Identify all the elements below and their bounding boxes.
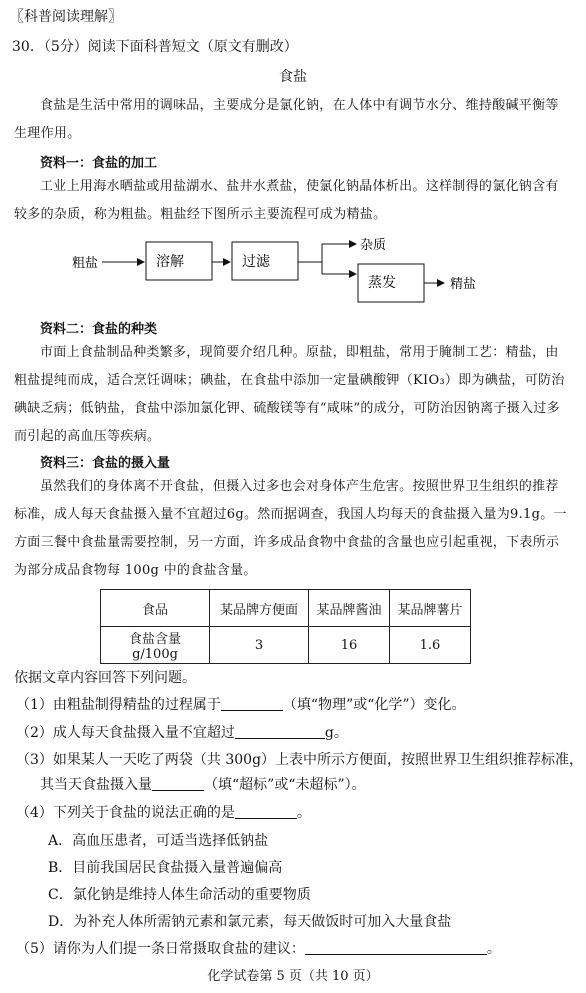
article-intro [14, 92, 570, 148]
q5-text: （5）请你为人们提一条日常摄取食盐的建议： [16, 941, 305, 957]
q1-suffix: （填“物理”或“化学”）变化。 [282, 697, 466, 713]
flow-waste-label: 杂质 [360, 238, 387, 253]
flow-step-dissolve: 溶解 [156, 254, 184, 270]
q4-suffix: 。 [296, 805, 311, 821]
answer-blank[interactable] [152, 776, 204, 791]
table-header-cell: 某品牌方便面 [210, 590, 309, 627]
option-a[interactable]: A．高血压患者，可适当选择低钠盐 [48, 833, 269, 849]
material2-heading: 资料二：食盐的种类 [40, 322, 158, 337]
article-title: 食盐 [279, 69, 307, 85]
material1-heading: 资料一：食盐的加工 [40, 156, 158, 171]
question-4 [16, 802, 311, 822]
question-heading: 30．（5分）阅读下面科普短文（原文有删改） [12, 39, 298, 55]
q3-text: 其当天食盐摄入量 [40, 777, 152, 793]
answer-blank[interactable] [221, 696, 283, 711]
table-header-row [101, 590, 471, 627]
flow-step-evaporate: 蒸发 [368, 275, 396, 291]
table-cell: 1.6 [390, 627, 471, 664]
page-footer: 化学试卷第 5 页（共 10 页） [207, 969, 379, 984]
table-header-cell: 某品牌薯片 [390, 590, 471, 627]
material2-text [14, 339, 570, 451]
q2-suffix: g。 [324, 725, 348, 741]
instruction-text: 依据文章内容回答下列问题。 [14, 670, 196, 686]
q1-text: （1）由粗盐制得精盐的过程属于 [16, 697, 221, 713]
flow-input-label: 粗盐 [72, 256, 99, 271]
table-cell: 16 [309, 627, 390, 664]
answer-blank[interactable] [235, 724, 325, 739]
table-cell: 食盐含量 g/100g [101, 627, 210, 664]
q5-suffix: 。 [486, 941, 501, 957]
salt-content-table [100, 589, 471, 664]
answer-blank[interactable] [235, 804, 297, 819]
material2-body: 市面上食盐制品种类繁多，现简要介绍几种。原盐，即粗盐，常用于腌制工艺：精盐，由粗盐提纯而成，适合烹饪调味；碘盐，在食盐中添加一定量碘酸钾（KIO₃）即为碘盐，可防治碘缺乏病；低钠盐，食盐中添加氯化钾、硫酸镁等有“咸味”的成分，可防治因钠离子摄入过多而引起的高血压等疾病。 [14, 345, 565, 444]
q2-text: （2）成人每天食盐摄入量不宜超过 [16, 725, 235, 741]
material3-text [14, 473, 570, 585]
material1-body: 工业上用海水晒盐或用盐湖水、盐井水煮盐，使氯化钠晶体析出。这样制得的氯化钠含有较多的杂质，称为粗盐。粗盐经下图所示主要流程可成为精盐。 [14, 179, 559, 222]
q3-suffix: （填“超标”或“未超标”）。 [204, 777, 366, 793]
section-label: 〖科普阅读理解〗 [10, 9, 122, 25]
table-header-cell: 某品牌酱油 [309, 590, 390, 627]
option-d[interactable]: D．为补充人体所需钠元素和氯元素，每天做饭时可加入大量食盐 [48, 914, 452, 930]
table-cell: 3 [210, 627, 309, 664]
material3-heading: 资料三：食盐的摄入量 [40, 456, 171, 471]
question-5 [16, 938, 501, 958]
table-row [101, 627, 471, 664]
question-3: （3）如果某人一天吃了两袋（共 300g）上表中所示方便面，按照世界卫生组织推荐标准， [16, 752, 584, 768]
option-c[interactable]: C．氯化钠是维持人体生命活动的重要物质 [48, 887, 311, 903]
answer-blank[interactable] [305, 940, 487, 955]
purification-flow-diagram [60, 236, 500, 306]
option-b[interactable]: B．目前我国居民食盐摄入量普遍偏高 [48, 860, 283, 876]
question-3-line2 [40, 774, 366, 794]
material3-body: 虽然我们的身体离不开食盐，但摄入过多也会对身体产生危害。按照世界卫生组织的推荐标准，成人每天食盐摄入量不宜超过6g。然而据调查，我国人均每天的食盐摄入量为9.1g。一方面三餐中食盐量需要控制，另一方面，许多成品食物中食盐的含量也应引起重视，下表所示为部分成品食物每 100g 中的食盐含量。 [14, 479, 567, 578]
question-2 [16, 722, 348, 742]
material1-text [14, 173, 570, 229]
flow-step-filter: 过滤 [242, 254, 270, 270]
table-header-cell: 食品 [101, 590, 210, 627]
intro-text: 食盐是生活中常用的调味品，主要成分是氯化钠，在人体中有调节水分、维持酸碱平衡等生理作用。 [14, 98, 559, 141]
flow-output-label: 精盐 [450, 277, 477, 292]
question-1 [16, 694, 466, 714]
q4-text: （4）下列关于食盐的说法正确的是 [16, 805, 235, 821]
